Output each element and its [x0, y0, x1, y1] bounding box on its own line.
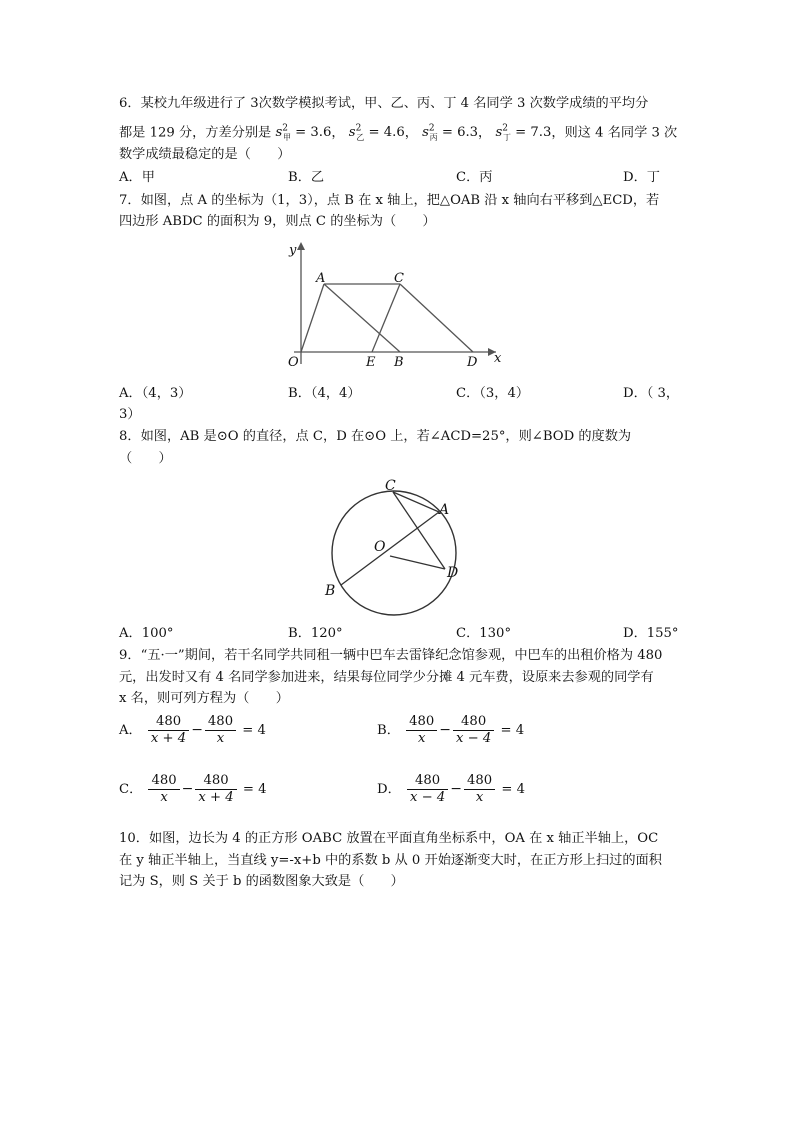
- y-arrow: [297, 242, 305, 250]
- q9-line1: 9．“五·一”期间，若干名同学共同租一辆中巴车去雷锋纪念馆参观，中巴车的出租价格为 480: [119, 648, 663, 663]
- q6-line2-text: 都是 129 分，方差分别是: [119, 125, 272, 141]
- q9-line2: 元，出发时又有 4 名同学参加进来，结果每位同学少分摊 4 元车费，设原来去参观的同学有: [119, 670, 654, 685]
- denominator: x + 4: [198, 790, 234, 805]
- numerator: 480: [148, 773, 179, 790]
- radius-od: [390, 556, 445, 569]
- fraction: [453, 714, 494, 747]
- variance-a: $s^2_甲 = 3.6$: [275, 124, 332, 143]
- variance-b-sub: 乙: [356, 133, 365, 143]
- q9-option-c[interactable]: C． $\frac{480}{x}$ − $\frac{480}{x + 4}$ = 4: [119, 773, 267, 805]
- q8-option-d[interactable]: D．155°: [623, 626, 679, 641]
- q8-line2: （ ）: [119, 451, 172, 466]
- variance-c-value: = 6.3: [441, 125, 479, 141]
- q7-option-b[interactable]: B．（4，4）: [288, 386, 361, 401]
- q7-option-c[interactable]: C．（3，4）: [456, 386, 530, 401]
- q7-figure: [284, 236, 514, 376]
- q6-line2: 都是 129 分，方差分别是 $s^2_甲 = 3.6$， $s^2_乙 = 4.6$， $s^2_丙 = 6.3$， $s^2_丁 = 7.3$，则这 4 名同学 3 次: [119, 124, 678, 143]
- label-c: C: [394, 271, 404, 286]
- numerator: 480: [464, 773, 495, 790]
- segment-ec: [372, 284, 400, 352]
- q10-line3: 记为 S，则 S 关于 b 的函数图象大致是（ ）: [119, 874, 404, 889]
- q7-option-d-cont: 3）: [119, 407, 141, 422]
- q9-option-c-label: C．: [119, 782, 143, 797]
- fraction: [195, 773, 236, 806]
- numerator: 480: [453, 714, 494, 731]
- label-a: A: [439, 502, 450, 518]
- label-d: D: [467, 355, 478, 370]
- q10-line2: 在 y 轴正半轴上，当直线 y=-x+b 中的系数 b 从 0 开始逐渐变大时，在正方形上扫过的面积: [119, 853, 662, 868]
- q10-line1: 10．如图，边长为 4 的正方形 OABC 放置在平面直角坐标系中，OA 在 x 轴正半轴上，OC: [119, 831, 659, 846]
- label-o: O: [374, 539, 386, 555]
- label-e: E: [366, 355, 376, 370]
- q9-option-d-label: D．: [377, 782, 401, 797]
- q8-option-b[interactable]: B．120°: [288, 626, 343, 641]
- rhs: = 4: [500, 723, 525, 738]
- fraction: [406, 714, 437, 747]
- q6-option-c[interactable]: C．丙: [456, 170, 493, 185]
- variance-c-sub: 丙: [429, 133, 438, 143]
- denominator: x: [417, 731, 426, 746]
- numerator: 480: [407, 773, 448, 790]
- rhs: = 4: [242, 782, 267, 797]
- fraction: [464, 773, 495, 806]
- denominator: x: [160, 790, 168, 805]
- q8-line1: 8．如图，AB 是⊙O 的直径，点 C，D 在⊙O 上，若∠ACD=25°，则∠BOD 的度数为: [119, 429, 632, 444]
- fraction: [148, 714, 189, 747]
- q8-figure: [318, 476, 478, 626]
- variance-d-value: = 7.3: [515, 125, 552, 141]
- label-a: A: [316, 271, 326, 286]
- denominator: x: [216, 731, 225, 746]
- q7-line2: 四边形 ABDC 的面积为 9，则点 C 的坐标为（ ）: [119, 214, 436, 229]
- fraction: [148, 773, 179, 806]
- variance-b: $s^2_乙 = 4.6$: [348, 124, 405, 143]
- numerator: 480: [195, 773, 236, 790]
- q6-option-b[interactable]: B．乙: [288, 170, 325, 185]
- denominator: x − 4: [456, 731, 492, 746]
- segment-cd: [400, 284, 473, 352]
- variance-d-sub: 丁: [502, 133, 511, 143]
- denominator: x − 4: [409, 790, 446, 805]
- q7-line1: 7．如图，点 A 的坐标为（1，3），点 B 在 x 轴上，把△OAB 沿 x 轴向右平移到△ECD，若: [119, 193, 660, 208]
- q7-option-a[interactable]: A．（4，3）: [119, 386, 192, 401]
- diameter-ab: [341, 512, 439, 585]
- label-b: B: [394, 355, 404, 370]
- numerator: 480: [205, 714, 236, 731]
- q6-option-d[interactable]: D．丁: [623, 170, 660, 185]
- q6-line2-tail: ，则这 4 名同学 3 次: [551, 125, 678, 141]
- fraction: [407, 773, 448, 806]
- q9-option-b[interactable]: B． $\frac{480}{x}$ − $\frac{480}{x - 4}$ = 4: [377, 714, 525, 746]
- variance-b-value: = 4.6: [368, 125, 405, 141]
- circle-o: [332, 491, 459, 615]
- variance-d: $s^2_丁 = 7.3$: [495, 124, 552, 143]
- variance-a-value: = 3.6: [295, 125, 332, 141]
- q6-line1: 6．某校九年级进行了 3次数学模拟考试，甲、乙、丙、丁 4 名同学 3 次数学成绩的平均分: [119, 96, 649, 111]
- label-b: B: [325, 583, 336, 599]
- segment-ab: [324, 284, 400, 352]
- q6-option-a[interactable]: A．甲: [119, 170, 155, 185]
- label-y: y: [289, 243, 297, 258]
- q7-option-d[interactable]: D．（ 3，: [623, 386, 680, 401]
- rhs: = 4: [501, 782, 525, 797]
- variance-a-sub: 甲: [282, 133, 291, 143]
- denominator: x: [475, 790, 484, 805]
- q9-option-d[interactable]: D． $\frac{480}{x - 4}$ − $\frac{480}{x}$ = 4: [377, 773, 525, 805]
- q9-option-a[interactable]: A． $\frac{480}{x + 4}$ − $\frac{480}{x}$ = 4: [119, 714, 266, 746]
- q8-option-c[interactable]: C．130°: [456, 626, 512, 641]
- rhs: = 4: [242, 723, 266, 738]
- q9-option-a-label: A．: [119, 723, 142, 738]
- q9-line3: x 名，则可列方程为（ ）: [119, 691, 289, 706]
- variance-c: $s^2_丙 = 6.3$: [422, 124, 479, 143]
- q8-option-a[interactable]: A．100°: [119, 626, 174, 641]
- label-d: D: [447, 565, 459, 581]
- fraction: [205, 714, 236, 747]
- denominator: x + 4: [150, 731, 187, 746]
- numerator: 480: [148, 714, 189, 731]
- segment-oa: [301, 284, 324, 352]
- numerator: 480: [406, 714, 437, 731]
- q6-line3: 数学成绩最稳定的是（ ）: [119, 147, 291, 162]
- label-c: C: [385, 478, 396, 494]
- label-x: x: [494, 351, 502, 366]
- q9-option-b-label: B．: [377, 723, 400, 738]
- label-o: O: [288, 355, 299, 370]
